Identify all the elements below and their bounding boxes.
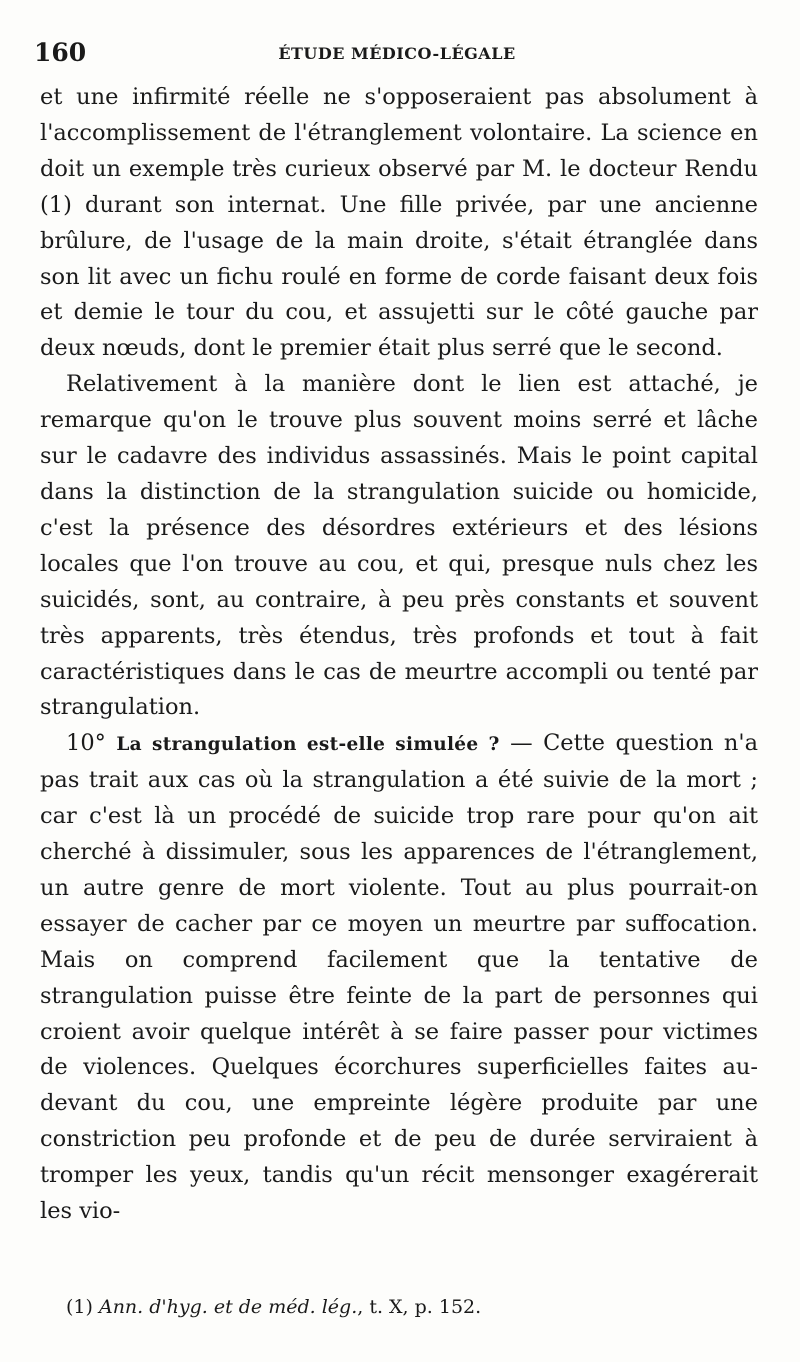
body-text <box>40 80 758 1230</box>
footnote <box>66 1296 481 1318</box>
section-number: 10° <box>66 730 106 757</box>
section-text: Cette question n'a pas trait aux cas où la strangulation a été suivie de la mort ; car c'est là un procédé de suicide trop rare pour qu'on ait cherché à dissimuler, sous les apparences de l'étranglement, un autre genre de mort violente. Tout au plus pourrait-on essayer de cacher par ce moyen un meurtre par suffocation. Mais on comprend facilement que la tentative de strangulation puisse être feinte de la part de personnes qui croient avoir quelque intérêt à se faire passer pour victimes de violences. Quelques écorchures superficielles faites au-devant du cou, une empreinte légère produite par une constriction peu profonde et de peu de durée serviraient à tromper les yeux, tandis qu'un récit mensonger exagérerait les vio- <box>40 730 759 1225</box>
paragraph-lien-attache: Relativement à la manière dont le lien est attaché, je remarque qu'on le trouve plus souvent moins serré et lâche sur le cadavre des individus assassinés. Mais le point capital dans la distinction de la strangulation suicide ou homicide, c'est la présence des désordres extérieurs et des lésions locales que l'on trouve au cou, et qui, presque nuls chez les suicidés, sont, au contraire, à peu près constants et souvent très apparents, très étendus, très profonds et tout à fait caractéristiques dans le cas de meurtre accompli ou tenté par strangulation. <box>40 371 758 721</box>
page-header <box>34 38 760 70</box>
paragraph-section-10 <box>40 726 758 1230</box>
section-heading: La strangulation est-elle simulée ? <box>116 734 500 756</box>
footnote-reference: , t. X, p. 152. <box>357 1296 482 1318</box>
section-dash: — <box>510 730 533 757</box>
running-head: ÉTUDE MÉDICO-LÉGALE <box>278 44 516 63</box>
footnote-marker: (1) <box>66 1296 93 1318</box>
page-number: 160 <box>34 38 87 67</box>
footnote-citation: Ann. d'hyg. et de méd. lég. <box>98 1296 358 1318</box>
paragraph-continuation: et une infirmité réelle ne s'opposeraient pas absolument à l'accomplissement de l'étranglement volontaire. La science en doit un exemple très curieux observé par M. le docteur Rendu (1) durant son internat. Une fille privée, par une ancienne brûlure, de l'usage de la main droite, s'était étranglée dans son lit avec un fichu roulé en forme de corde faisant deux fois et demie le tour du cou, et assujetti sur le côté gauche par deux nœuds, dont le premier était plus serré que le second. <box>40 84 758 362</box>
